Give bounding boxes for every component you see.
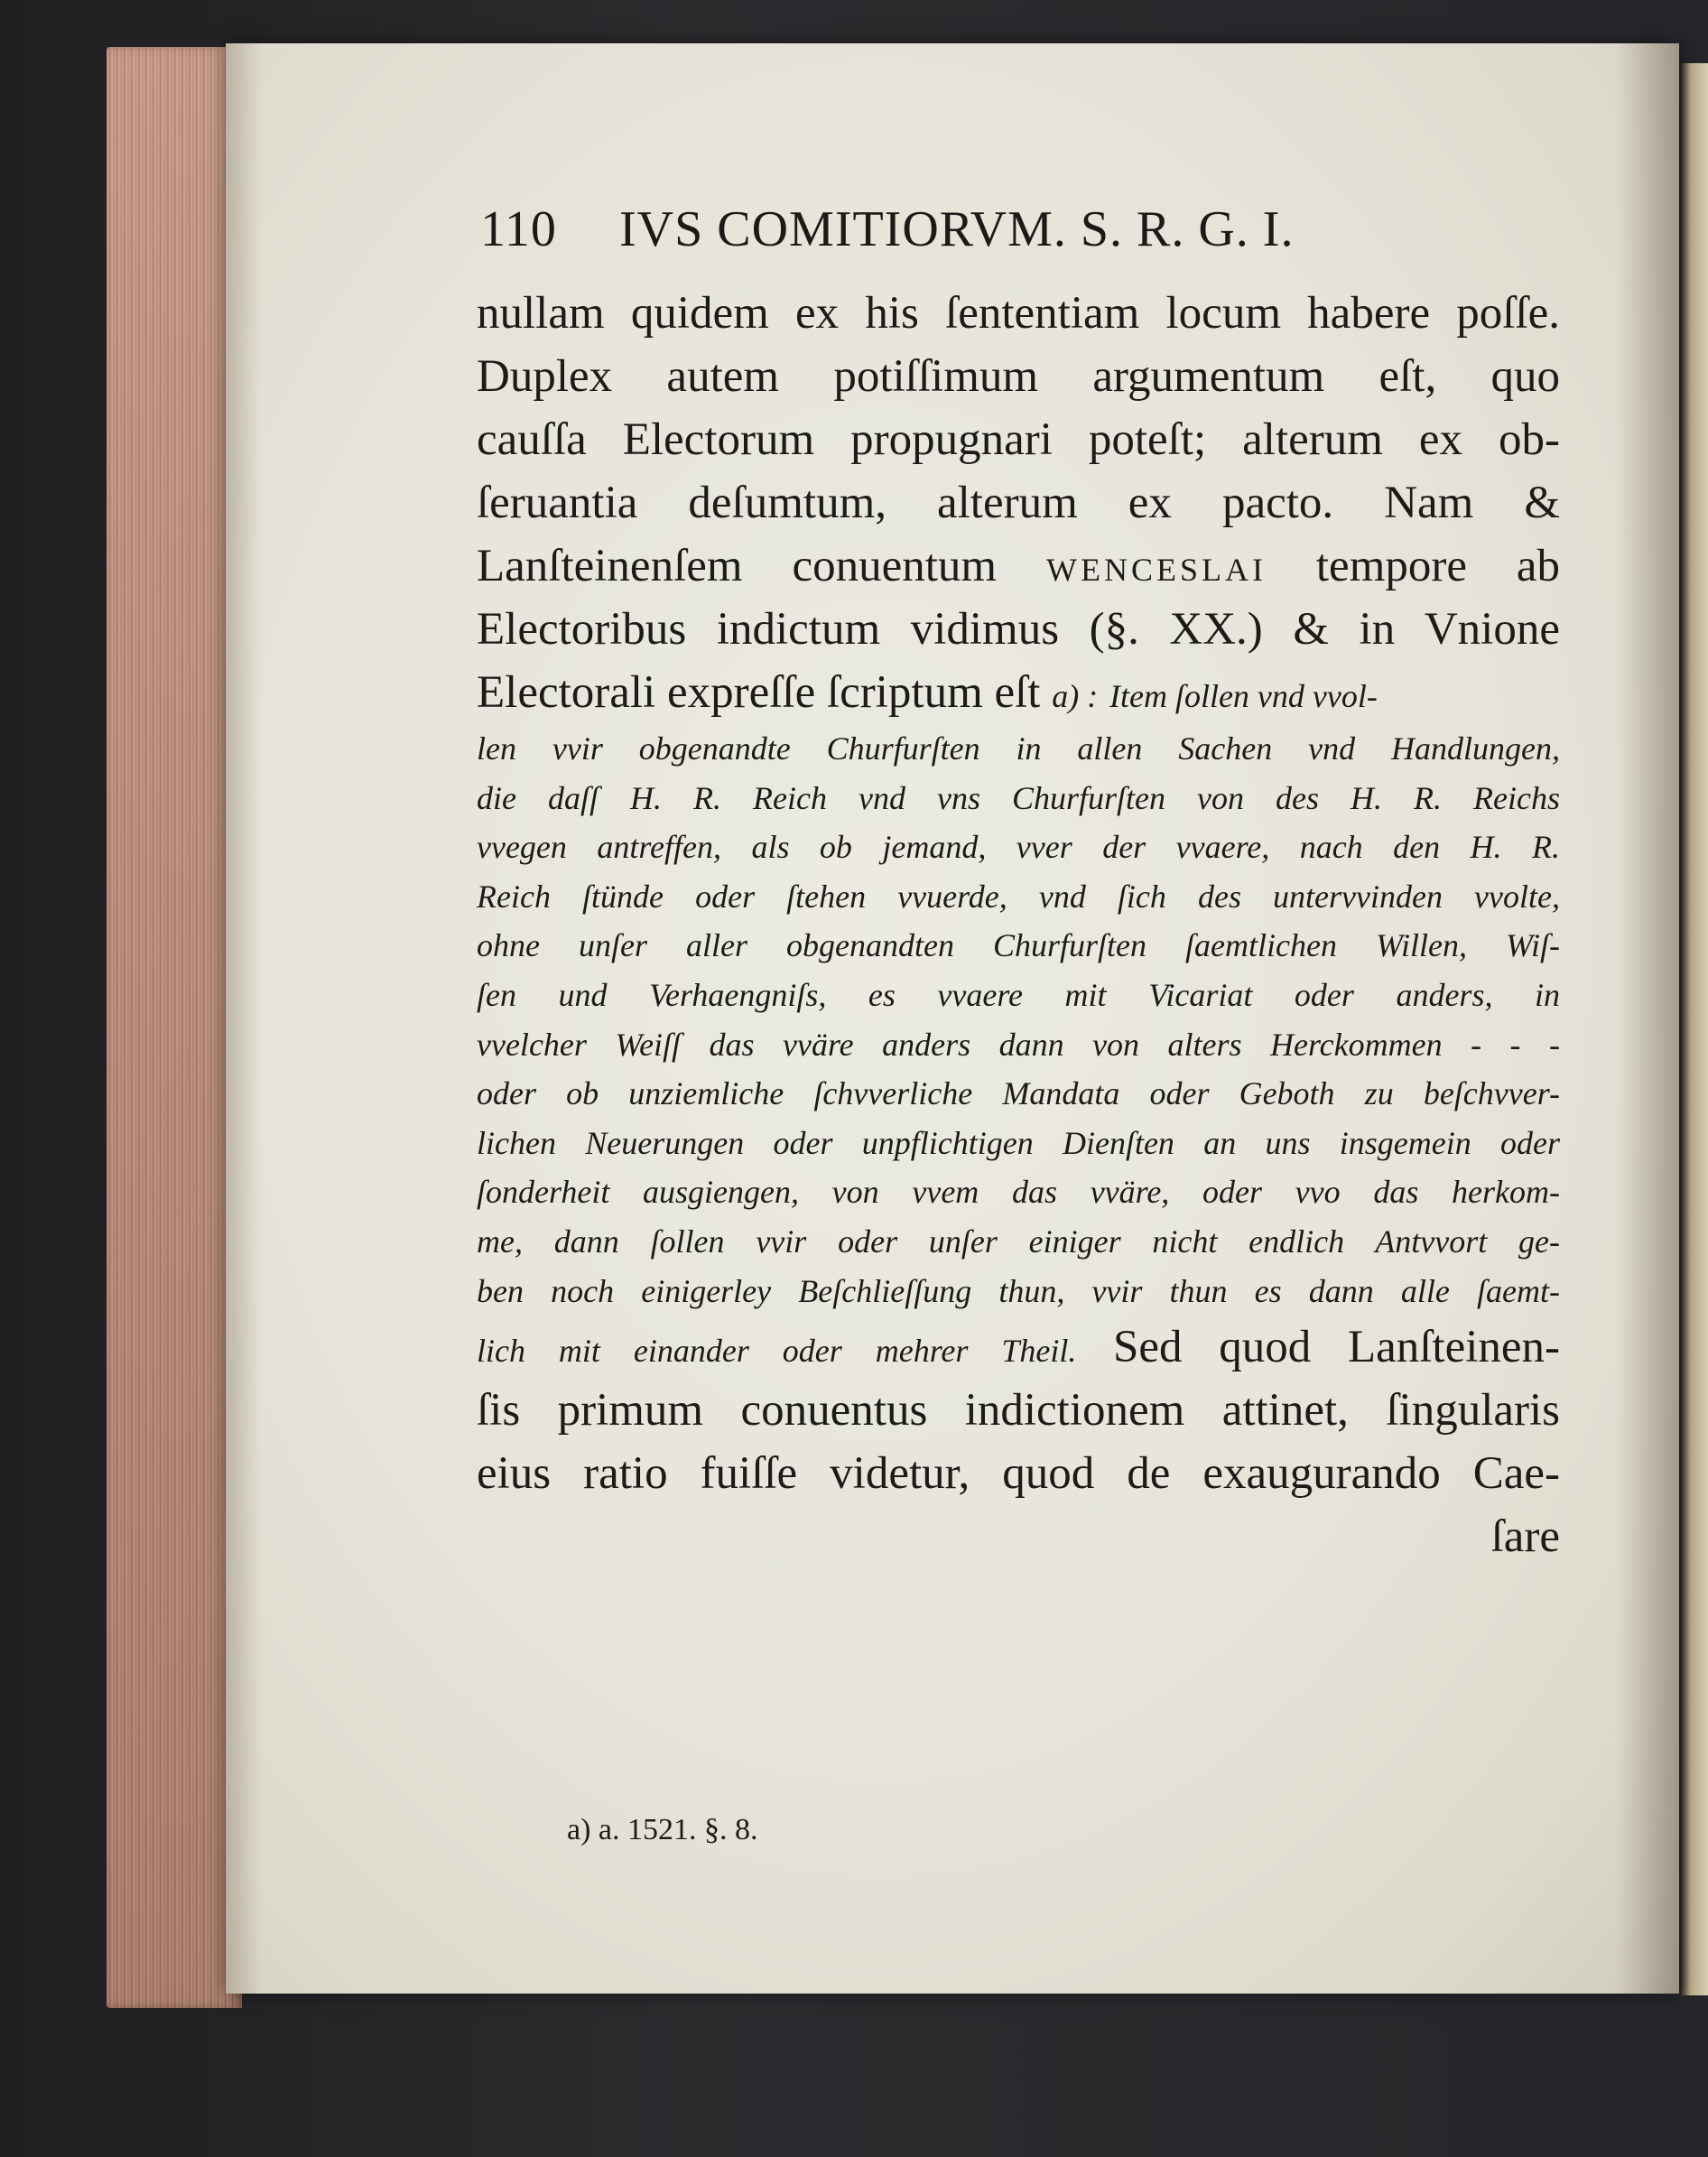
header-title: IVS COMITIORVM. S. R. G. I. [619, 201, 1295, 257]
text-line: cauſſa Electorum propugnari poteſt; alterum ex ob- [477, 414, 1560, 465]
next-page-edge [1681, 63, 1708, 1995]
main-text-block [477, 282, 1560, 1568]
quote-line: oder ob unziemliche ſchvverliche Mandata oder Geboth zu beſchvver- [477, 1075, 1560, 1112]
text-line [477, 1316, 1560, 1379]
book-page-edges [107, 47, 242, 2008]
quote-line: me, dann ſollen vvir oder unſer einiger nicht endlich Antvvort ge- [477, 1223, 1560, 1260]
quote-line: ben noch einigerley Beſchlieſſung thun, vvir thun es dann alle ſaemt- [477, 1272, 1560, 1309]
quote-line: Reich ſtünde oder ſtehen vvuerde, vnd ſich des untervvinden vvolte, [477, 878, 1560, 915]
running-header [480, 200, 1401, 264]
quote-line: ſen und Verhaengniſs, es vvaere mit Vicariat oder anders, in [477, 976, 1560, 1013]
quote-line: ſonderheit ausgiengen, von vvem das vväre, oder vvo das herkom- [477, 1174, 1560, 1211]
text-segment: Lanſteinenſem conuentum [477, 541, 998, 591]
page-number: 110 [480, 201, 557, 257]
quote-start: Item ſollen vnd vvol- [1109, 678, 1378, 714]
quote-line: vvegen antreffen, als ob jemand, vver der vvaere, nach den H. R. [477, 829, 1560, 866]
quote-line: lichen Neuerungen oder unpflichtigen Dienſten an uns insgemein oder [477, 1124, 1560, 1161]
name-small-caps: wenceslai [1046, 541, 1267, 591]
quote-line: vvelcher Weiſſ das vväre anders dann von alters Herckommen - - - [477, 1026, 1560, 1063]
text-line: ſeruantia deſumtum, alterum ex pacto. Nam & [477, 478, 1560, 528]
text-line: ſis primum conuentus indictionem attinet, ſingularis [477, 1385, 1560, 1436]
text-line: Electoribus indictum vidimus (§. XX.) & in Vnione [477, 604, 1560, 655]
text-segment: Sed quod Lanſteinen- [1113, 1322, 1560, 1373]
quote-line: len vvir obgenandte Churfurſten in allen Sachen vnd Handlungen, [477, 730, 1560, 767]
footnote: a) a. 1521. §. 8. [567, 1813, 758, 1846]
quote-line: ohne unſer aller obgenandten Churfurſten ſaemtlichen Willen, Wiſ- [477, 927, 1560, 964]
quote-line: die daſſ H. R. Reich vnd vns Churfurſten von des H. R. Reichs [477, 779, 1560, 816]
text-segment: Electorali expreſſe ſcriptum eſt [477, 667, 1041, 718]
catchword: ſare [1490, 1511, 1560, 1563]
text-segment: tempore ab [1315, 541, 1561, 591]
text-line: nullam quidem ex his ſententiam locum habere poſſe. [477, 288, 1560, 339]
text-line [477, 661, 1560, 724]
footnote-marker: a) : [1052, 678, 1099, 714]
text-line: eius ratio fuiſſe videtur, quod de exaugurando Cae- [477, 1448, 1560, 1500]
text-line [477, 535, 1560, 598]
quote-end: lich mit einander oder mehrer Theil. [477, 1333, 1077, 1370]
text-line: Duplex autem potiſſimum argumentum eſt, quo [477, 351, 1560, 402]
